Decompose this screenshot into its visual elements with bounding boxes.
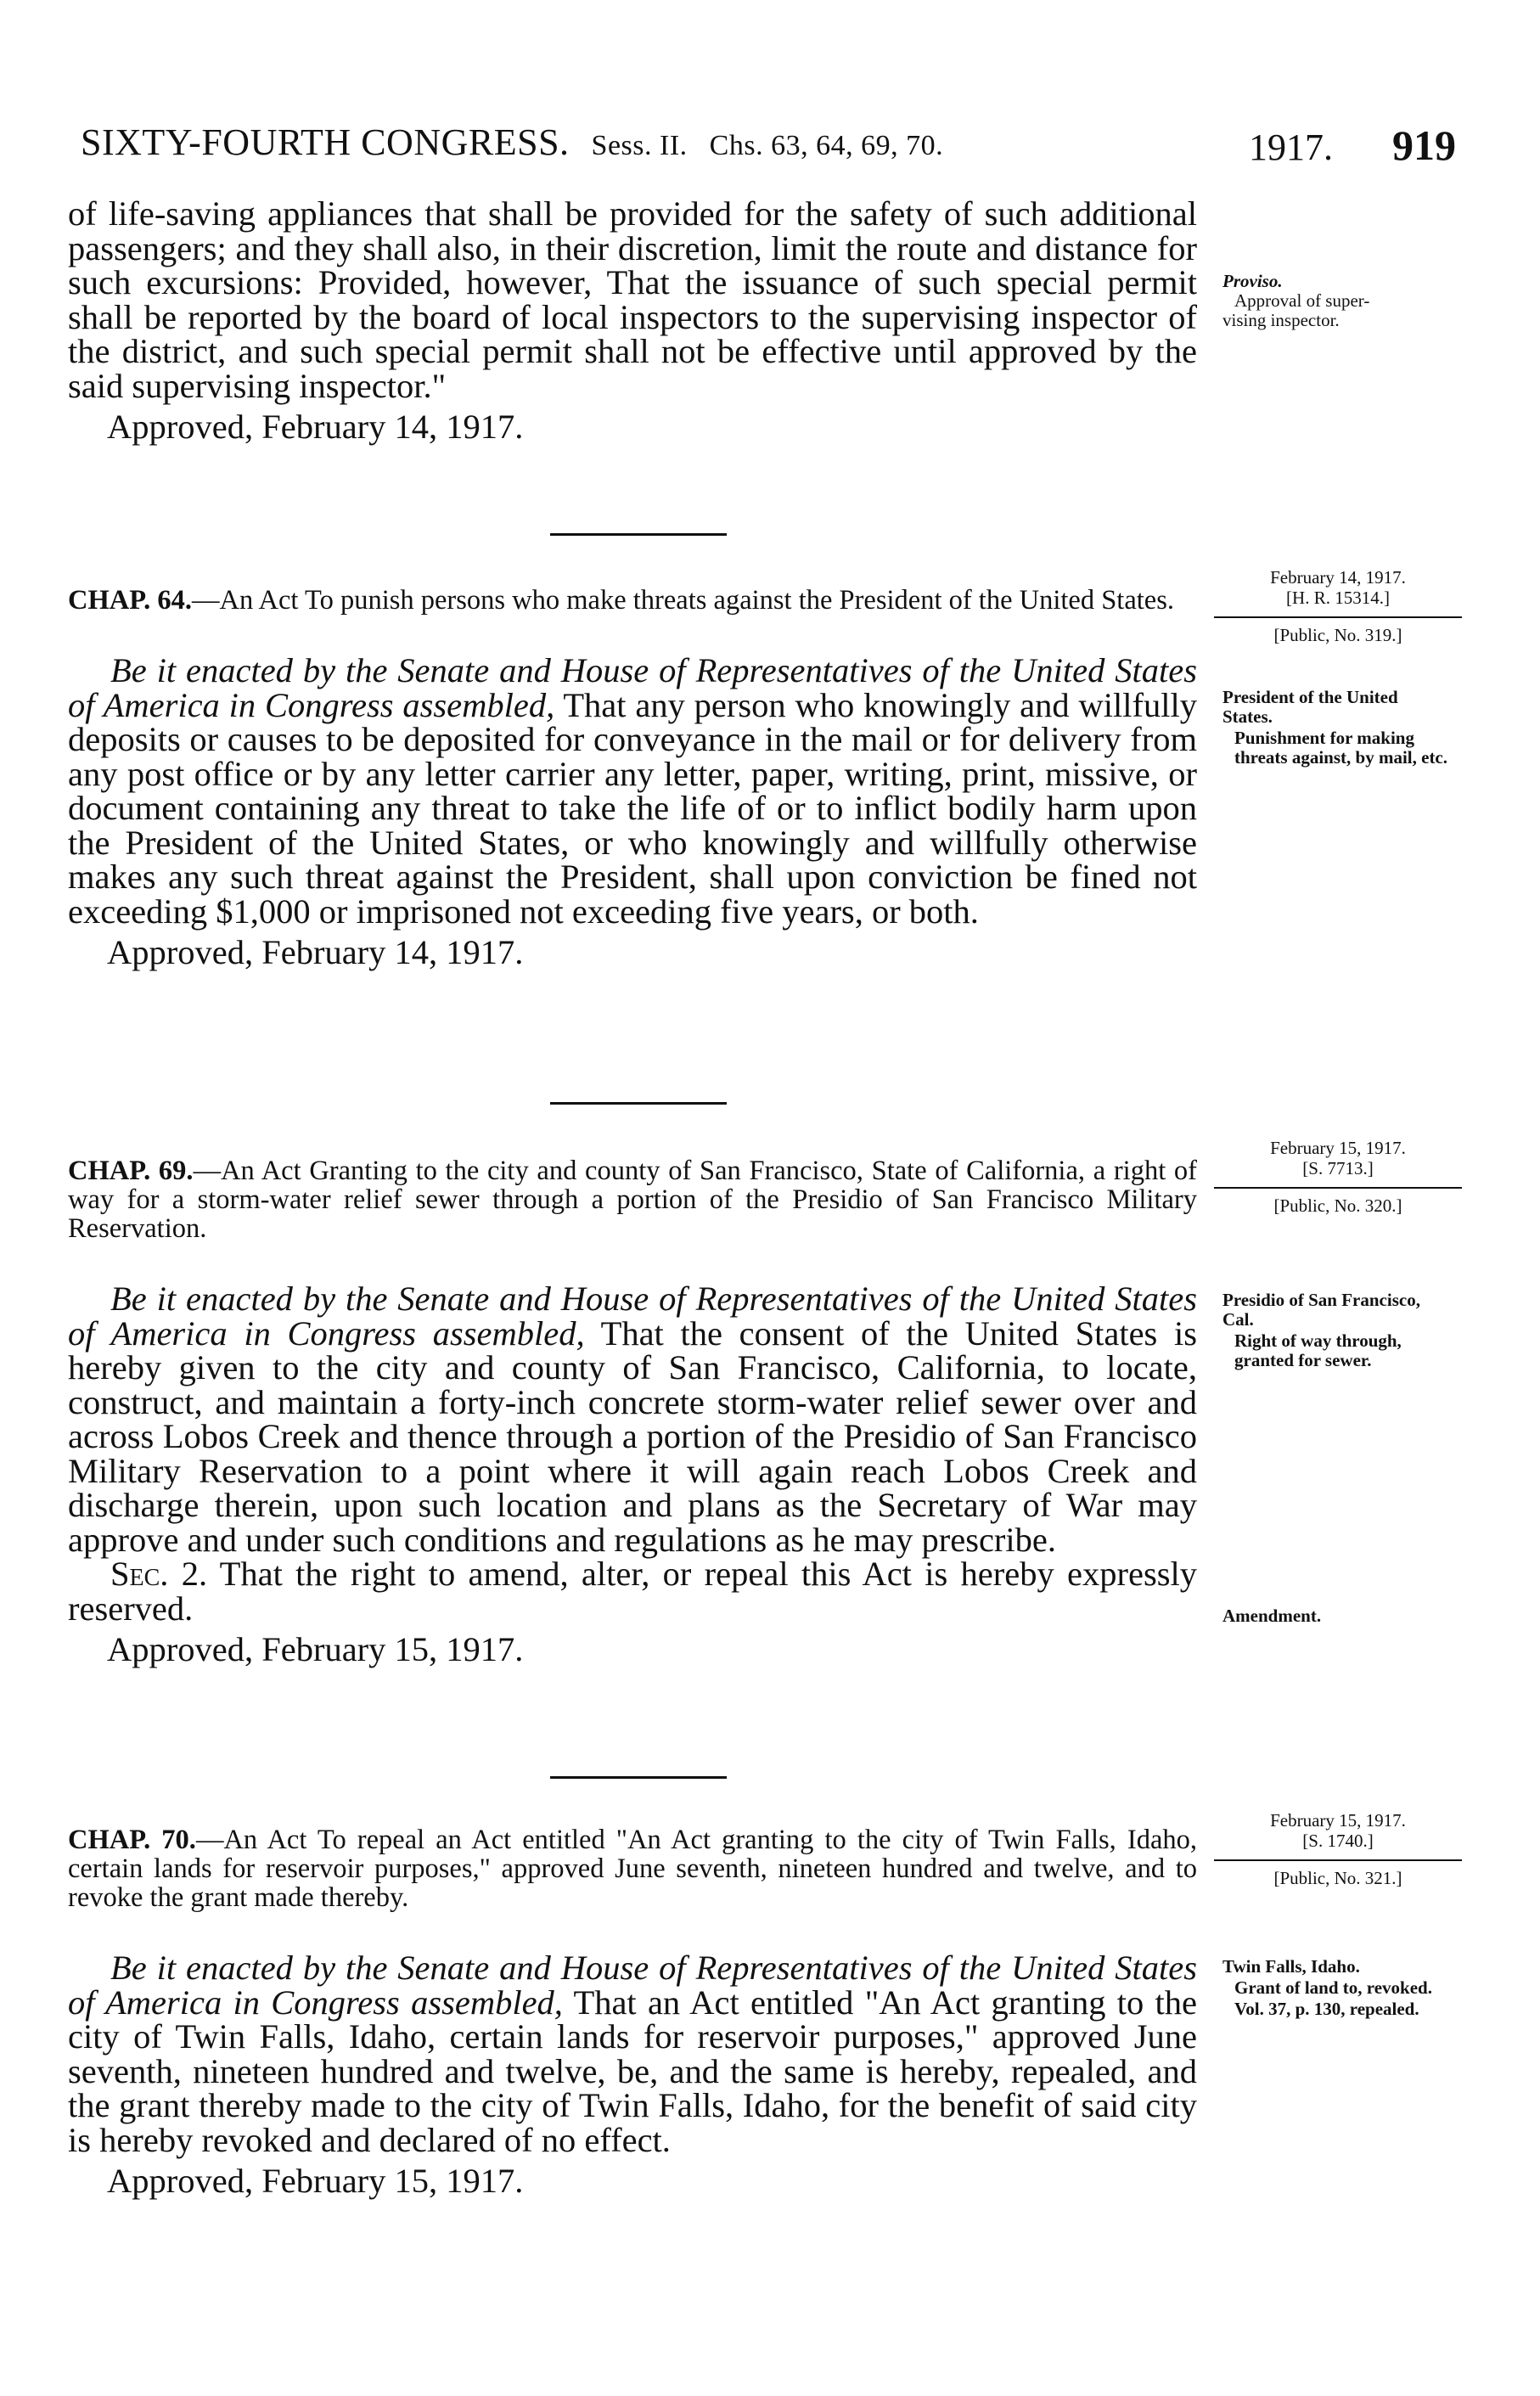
act-date: February 15, 1917. xyxy=(1270,1138,1406,1158)
public-number: [Public, No. 320.] xyxy=(1273,1195,1402,1217)
margin-note: Punishment for making threats against, by mail, etc. xyxy=(1234,728,1448,768)
approval-line: Approved, February 15, 1917. xyxy=(107,1630,524,1669)
margin-notes-64 xyxy=(1222,688,1452,768)
section-text: That the right to amend, alter, or repeal this Act is hereby expressly reserved. xyxy=(68,1555,1197,1628)
approval-line: Approved, February 14, 1917. xyxy=(107,933,524,972)
chapter-title-text: —An Act To punish persons who make threats against the President of the United States. xyxy=(191,585,1174,616)
act-date: February 14, 1917. xyxy=(1270,567,1406,588)
proviso-label: Proviso. xyxy=(1222,271,1283,291)
margin-note: Amendment. xyxy=(1222,1606,1322,1626)
margin-note-proviso xyxy=(1222,272,1452,330)
enacting-clause: Be it enacted by the Senate and House of Representatives of the United States of America in Congress assembled, xyxy=(68,651,1197,724)
congress-title: SIXTY-FOURTH CONGRESS. xyxy=(81,121,570,163)
section-divider xyxy=(550,1776,727,1779)
margin-notes-69 xyxy=(1222,1291,1452,1370)
chapter-title xyxy=(68,1825,1197,1912)
running-head-right xyxy=(1249,121,1456,170)
chapter-body xyxy=(68,1951,1197,2157)
chapter-label: CHAP. 70. xyxy=(68,1825,196,1855)
chapter-label: CHAP. 69. xyxy=(68,1156,194,1186)
running-head xyxy=(81,121,1456,180)
margin-note-line: vising inspector. xyxy=(1222,310,1340,331)
text-line: additional passengers; and they shall also, in their discretion, limit xyxy=(68,194,1198,267)
bill-number: [S. 7713.] xyxy=(1302,1158,1374,1179)
public-number: [Public, No. 319.] xyxy=(1273,625,1402,646)
enacting-clause: Be it enacted by the Senate and House of Representatives of the United States of America in Congress assembled, xyxy=(68,1949,1197,2022)
margin-note: Right of way through, granted for sewer. xyxy=(1234,1330,1402,1371)
text-line: such special permit shall not be effective until approved by the said xyxy=(68,332,1197,405)
chapter-title-text: —An Act Granting to the city and county of San Francisco, State of California, a right of way for a storm-water relief sewer through a portion of the Presidio of San Francisco Military Reservation. xyxy=(68,1156,1197,1245)
section-label: Sec. 2. xyxy=(110,1555,208,1594)
chapter-64 xyxy=(68,586,1197,972)
enacting-clause: Be it enacted by the Senate and House of Representatives of the United States of America in Congress assembled, xyxy=(68,1280,1197,1353)
margin-note: Twin Falls, Idaho. xyxy=(1222,1956,1360,1977)
running-head-left xyxy=(81,121,943,164)
divider-line xyxy=(1214,1187,1462,1189)
divider-line xyxy=(1214,1859,1462,1861)
bill-identifier-64 xyxy=(1214,567,1462,645)
margin-note: Vol. 37, p. 130, repealed. xyxy=(1234,1999,1419,2020)
continuation-paragraph xyxy=(68,194,1198,405)
chapters-label: Chs. 63, 64, 69, 70. xyxy=(709,130,944,161)
bill-identifier-69 xyxy=(1214,1138,1462,1216)
chapter-title-text: —An Act To repeal an Act entitled "An Act granting to the city of Twin Falls, Idaho, certain lands for reservoir purposes," approved June seventh, nineteen hundred and twelve, and to revoke the grant made thereby. xyxy=(68,1825,1198,1914)
text-line: the issuance of such special permit shall be reported by the board xyxy=(68,263,1197,336)
text-line: of life-saving appliances that shall be provided for the safety of such xyxy=(68,194,1048,233)
section-divider xyxy=(550,533,727,536)
chapter-title xyxy=(68,586,1197,615)
margin-note: Grant of land to, revoked. xyxy=(1234,1977,1432,1999)
margin-note-amendment xyxy=(1222,1606,1452,1626)
chapter-title xyxy=(68,1156,1197,1243)
text-line: the route and distance for such excursions: Provided, however, That xyxy=(68,228,1197,301)
margin-note: President of the United States. xyxy=(1222,687,1398,728)
chapter-body xyxy=(68,651,1197,931)
session-label: Sess. II. xyxy=(591,130,688,161)
section-2 xyxy=(68,1557,1197,1626)
approval-line: Approved, February 14, 1917. xyxy=(107,408,524,446)
chapter-70 xyxy=(68,1825,1197,2201)
chapter-body xyxy=(68,1282,1197,1557)
chapter-label: CHAP. 64. xyxy=(68,585,192,616)
text-line: supervising inspector." xyxy=(132,366,447,405)
text-line: of local inspectors to the supervising inspector of the district, and xyxy=(68,297,1197,370)
continuation-block xyxy=(68,194,1198,447)
margin-note-line: Approval of super- xyxy=(1234,290,1370,312)
body-text: That the consent of the United States is hereby given to the city and county of San Francisco, California, to locate, construct, and maintain a forty-inch concrete storm-water relief sewer over and across Lobos Creek and thence through a portion of the Presidio of San Francisco Military Reservation to a point where it will again reach Lobos Creek and discharge therein, upon such location and plans as the Secretary of War may approve and under such conditions and regulations as he may prescribe. xyxy=(68,1313,1198,1559)
page-number: 919 xyxy=(1392,121,1456,169)
chapter-69 xyxy=(68,1156,1197,1669)
body-text: That any person who knowingly and willfully deposits or causes to be deposited for conveyance in the mail or for delivery from any post office or by any letter carrier any letter, paper, writing, print, missive, or document containing any threat to take the life of or to inflict bodily harm upon the President of the United States, or who knowingly and willfully otherwise makes any such threat against the President, shall upon conviction be fined not exceeding $1,000 or imprisoned not exceeding five years, or both. xyxy=(68,685,1197,931)
margin-note: Presidio of San Francisco, Cal. xyxy=(1222,1290,1420,1330)
bill-number: [S. 1740.] xyxy=(1302,1831,1374,1852)
year-label: 1917. xyxy=(1249,127,1333,168)
divider-line xyxy=(1214,616,1462,618)
bill-identifier-70 xyxy=(1214,1810,1462,1888)
margin-notes-70 xyxy=(1222,1957,1452,2019)
body-text: That an Act entitled "An Act granting to the city of Twin Falls, Idaho, certain lands for reservoir purposes," approved June seventh, nineteen hundred and twelve, be, and the same is hereby, repealed, and the grant thereby made to the city of Twin Falls, Idaho, for the benefit of said city is hereby revoked and declared of no effect. xyxy=(68,1983,1197,2159)
approval-line: Approved, February 15, 1917. xyxy=(107,2162,524,2201)
act-date: February 15, 1917. xyxy=(1270,1810,1406,1831)
public-number: [Public, No. 321.] xyxy=(1273,1868,1402,1889)
section-divider xyxy=(550,1102,727,1105)
bill-number: [H. R. 15314.] xyxy=(1286,588,1390,609)
